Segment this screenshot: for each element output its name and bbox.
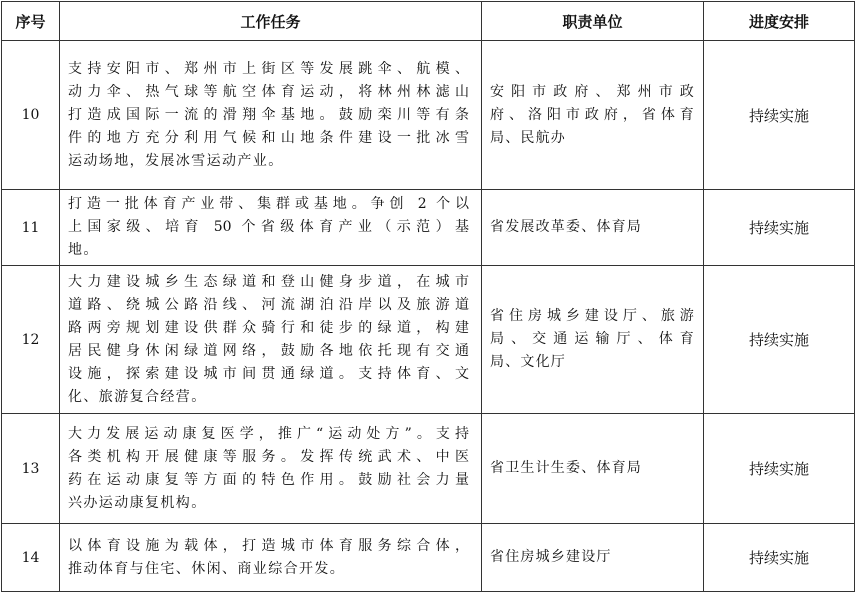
task-line: 各类机构开展健康等服务。发挥传统武术、中医	[68, 448, 469, 465]
unit-line: 省发展改革委、体育局	[490, 219, 642, 235]
task-line: 上国家级、培育 50 个省级体育产业（示范）基	[68, 219, 469, 235]
plan-cell: 持续实施	[704, 190, 855, 266]
task-line: 化、旅游复合经营。	[68, 388, 207, 405]
unit-line: 省卫生计生委、体育局	[490, 460, 642, 476]
task-line: 道路、绕城公路沿线、河流湖泊沿岸以及旅游道	[68, 296, 469, 313]
task-cell	[60, 414, 482, 524]
task-line: 打造成国际一流的滑翔伞基地。鼓励栾川等有条	[68, 106, 469, 123]
plan-cell: 持续实施	[704, 524, 855, 592]
task-line: 打造一批体育产业带、集群或基地。争创 2 个以	[68, 196, 469, 212]
task-line: 地。	[68, 242, 99, 258]
task-cell	[60, 266, 482, 414]
task-cell	[60, 41, 482, 190]
header-plan: 进度安排	[704, 2, 855, 41]
task-line: 路两旁规划建设供群众骑行和徒步的绿道，构建	[68, 319, 469, 336]
task-line: 兴办运动康复机构。	[68, 494, 207, 511]
header-task: 工作任务	[60, 2, 482, 41]
task-line: 大力建设城乡生态绿道和登山健身步道，在城市	[68, 273, 469, 290]
unit-line: 局、交通运输厅、体育	[490, 331, 695, 347]
unit-line: 局、文化厅	[490, 354, 566, 370]
task-line: 动力伞、热气球等航空体育运动，将林州林滤山	[68, 83, 469, 100]
task-cell	[60, 524, 482, 592]
plan-cell: 持续实施	[704, 414, 855, 524]
unit-cell	[482, 190, 704, 266]
unit-line: 府、洛阳市政府，省体育	[490, 106, 695, 123]
table-row	[2, 266, 855, 414]
table-row	[2, 41, 855, 190]
task-line: 运动场地，发展冰雪运动产业。	[68, 152, 284, 169]
row-number: 14	[2, 524, 60, 592]
row-number: 13	[2, 414, 60, 524]
plan-cell: 持续实施	[704, 41, 855, 190]
table-row	[2, 524, 855, 592]
table-row	[2, 414, 855, 524]
task-line: 居民健身休闲绿道网络，鼓励各地依托现有交通	[68, 342, 469, 359]
task-line: 支持安阳市、郑州市上街区等发展跳伞、航模、	[68, 60, 469, 77]
unit-cell	[482, 266, 704, 414]
plan-cell: 持续实施	[704, 266, 855, 414]
task-cell	[60, 190, 482, 266]
row-number: 11	[2, 190, 60, 266]
table-row	[2, 190, 855, 266]
unit-cell	[482, 41, 704, 190]
header-no: 序号	[2, 2, 60, 41]
task-line: 以体育设施为载体，打造城市体育服务综合体，	[68, 537, 469, 554]
header-row	[2, 2, 855, 41]
task-table	[1, 1, 855, 592]
unit-cell	[482, 414, 704, 524]
unit-line: 省住房城乡建设厅	[490, 549, 612, 565]
task-line: 药在运动康复等方面的特色作用。鼓励社会力量	[68, 471, 469, 488]
header-unit: 职责单位	[482, 2, 704, 41]
task-line: 大力发展运动康复医学，推广“运动处方”。支持	[68, 425, 469, 442]
task-line: 推动体育与住宅、休闲、商业综合开发。	[68, 560, 346, 577]
row-number: 12	[2, 266, 60, 414]
unit-cell	[482, 524, 704, 592]
unit-line: 安阳市政府、郑州市政	[490, 83, 695, 100]
task-line: 设施，探索建设城市间贯通绿道。支持体育、文	[68, 365, 469, 382]
unit-line: 局、民航办	[490, 129, 566, 146]
task-line: 件的地方充分利用气候和山地条件建设一批冰雪	[68, 129, 469, 146]
row-number: 10	[2, 41, 60, 190]
unit-line: 省住房城乡建设厅、旅游	[490, 308, 695, 324]
